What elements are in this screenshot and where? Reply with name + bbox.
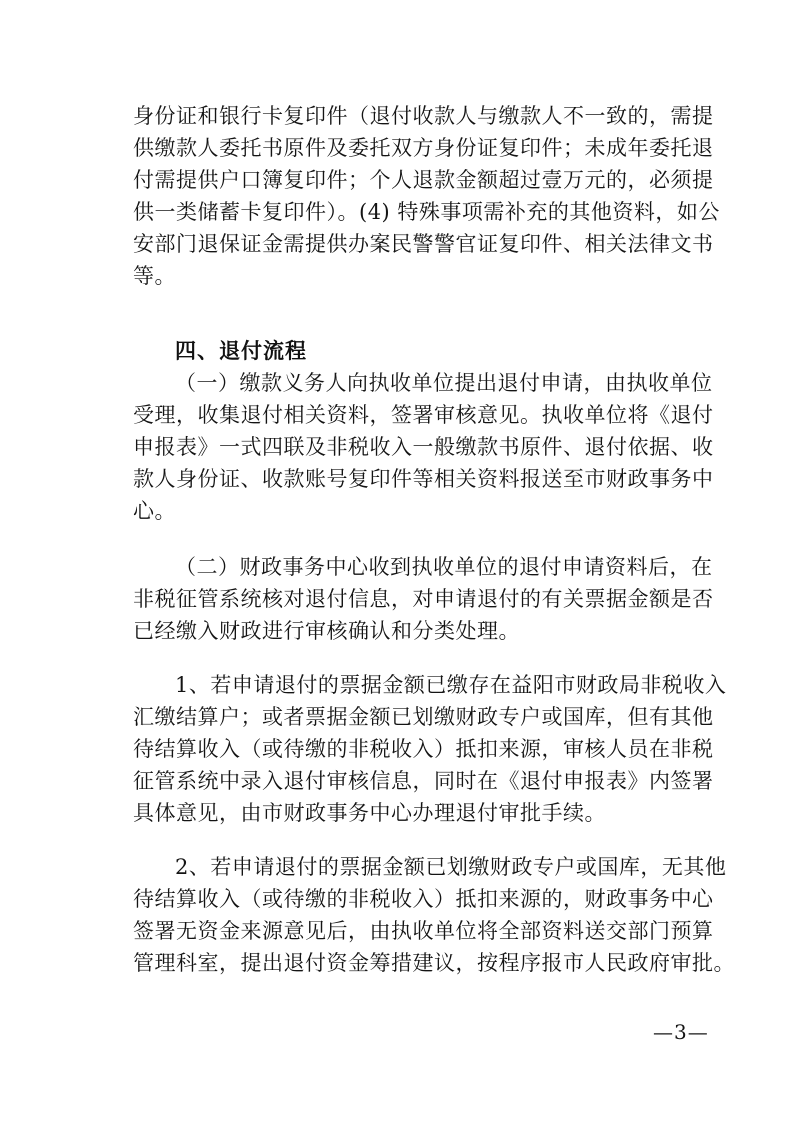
intro-line-6: 等。 <box>133 264 176 288</box>
step-one-line-5: 心。 <box>133 499 176 523</box>
step-two-line-3: 已经缴入财政进行审核确认和分类处理。 <box>133 619 520 643</box>
step-two-line-1: （二）财政事务中心收到执收单位的退付申请资料后，在 <box>175 555 713 579</box>
case-one-line-2: 汇缴结算户；或者票据金额已划缴财政专户或国库，但有其他 <box>133 705 714 729</box>
section-heading: 四、退付流程 <box>175 339 307 363</box>
intro-line-4: 供一类储蓄卡复印件）。(4) 特殊事项需补充的其他资料，如公 <box>133 200 720 224</box>
case-two-paragraph <box>133 851 735 979</box>
step-one-line-3: 申报表》一式四联及非税收入一般缴款书原件、退付依据、收 <box>133 435 714 459</box>
case-one-paragraph <box>133 669 727 829</box>
case-one-line-5: 具体意见，由市财政事务中心办理退付审批手续。 <box>133 801 606 825</box>
case-two-line-3: 签署无资金来源意见后，由执收单位将全部资料送交部门预算 <box>133 919 714 943</box>
case-one-line-3: 待结算收入（或待缴的非税收入）抵扣来源，审核人员在非税 <box>133 737 714 761</box>
case-two-line-4: 管理科室，提出退付资金筹措建议，按程序报市人民政府审批。 <box>133 951 735 975</box>
step-one-line-1: （一）缴款义务人向执收单位提出退付申请，由执收单位 <box>175 371 713 395</box>
page-number: —3— <box>653 1020 709 1044</box>
step-two-paragraph <box>133 551 713 647</box>
step-one-line-4: 款人身份证、收款账号复印件等相关资料报送至市财政事务中 <box>133 467 714 491</box>
step-one-paragraph <box>133 367 713 527</box>
intro-line-2: 供缴款人委托书原件及委托双方身份证复印件；未成年委托退 <box>133 136 714 160</box>
step-two-line-2: 非税征管系统核对退付信息，对申请退付的有关票据金额是否 <box>133 587 714 611</box>
intro-paragraph <box>133 100 720 292</box>
intro-line-5: 安部门退保证金需提供办案民警警官证复印件、相关法律文书 <box>133 232 714 256</box>
case-one-line-1: 1、若申请退付的票据金额已缴存在益阳市财政局非税收入 <box>175 673 727 697</box>
intro-line-3: 付需提供户口簿复印件；个人退款金额超过壹万元的，必须提 <box>133 168 714 192</box>
case-two-line-1: 2、若申请退付的票据金额已划缴财政专户或国库，无其他 <box>175 855 727 879</box>
step-one-line-2: 受理，收集退付相关资料，签署审核意见。执收单位将《退付 <box>133 403 714 427</box>
intro-line-1: 身份证和银行卡复印件（退付收款人与缴款人不一致的，需提 <box>133 104 714 128</box>
case-one-line-4: 征管系统中录入退付审核信息，同时在《退付申报表》内签署 <box>133 769 714 793</box>
case-two-line-2: 待结算收入（或待缴的非税收入）抵扣来源的，财政事务中心 <box>133 887 714 911</box>
